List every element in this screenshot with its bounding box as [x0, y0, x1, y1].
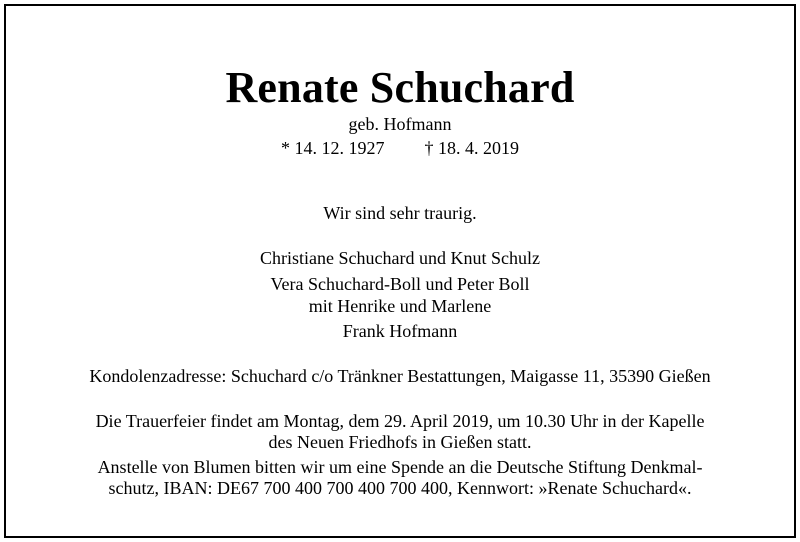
- mourner-line: Christiane Schuchard und Knut Schulz: [260, 248, 540, 268]
- condolence-address: Kondolenzadresse: Schuchard c/o Tränkner Bestattungen, Maigasse 11, 35390 Gießen: [89, 366, 711, 386]
- statement: Wir sind sehr traurig.: [323, 203, 477, 223]
- mourner-line: Vera Schuchard-Boll und Peter Boll: [270, 274, 530, 294]
- deceased-name: Renate Schuchard: [225, 63, 575, 112]
- life-dates: [0, 138, 800, 159]
- birth-name: geb. Hofmann: [348, 114, 452, 134]
- death-date: † 18. 4. 2019: [424, 138, 519, 158]
- funeral-info-line: des Neuen Friedhofs in Gießen statt.: [268, 432, 532, 452]
- donation-info-line: Anstelle von Blumen bitten wir um eine Spende an die Deutsche Stiftung Denkmal-: [97, 457, 703, 477]
- donation-info-line: schutz, IBAN: DE67 700 400 700 400 700 400, Kennwort: »Renate Schuchard«.: [108, 478, 692, 498]
- mourner-line: Frank Hofmann: [342, 321, 458, 341]
- birth-date: * 14. 12. 1927: [281, 138, 385, 158]
- mourner-line: mit Henrike und Marlene: [308, 296, 492, 316]
- funeral-info-line: Die Trauerfeier findet am Montag, dem 29. April 2019, um 10.30 Uhr in der Kapelle: [95, 411, 705, 431]
